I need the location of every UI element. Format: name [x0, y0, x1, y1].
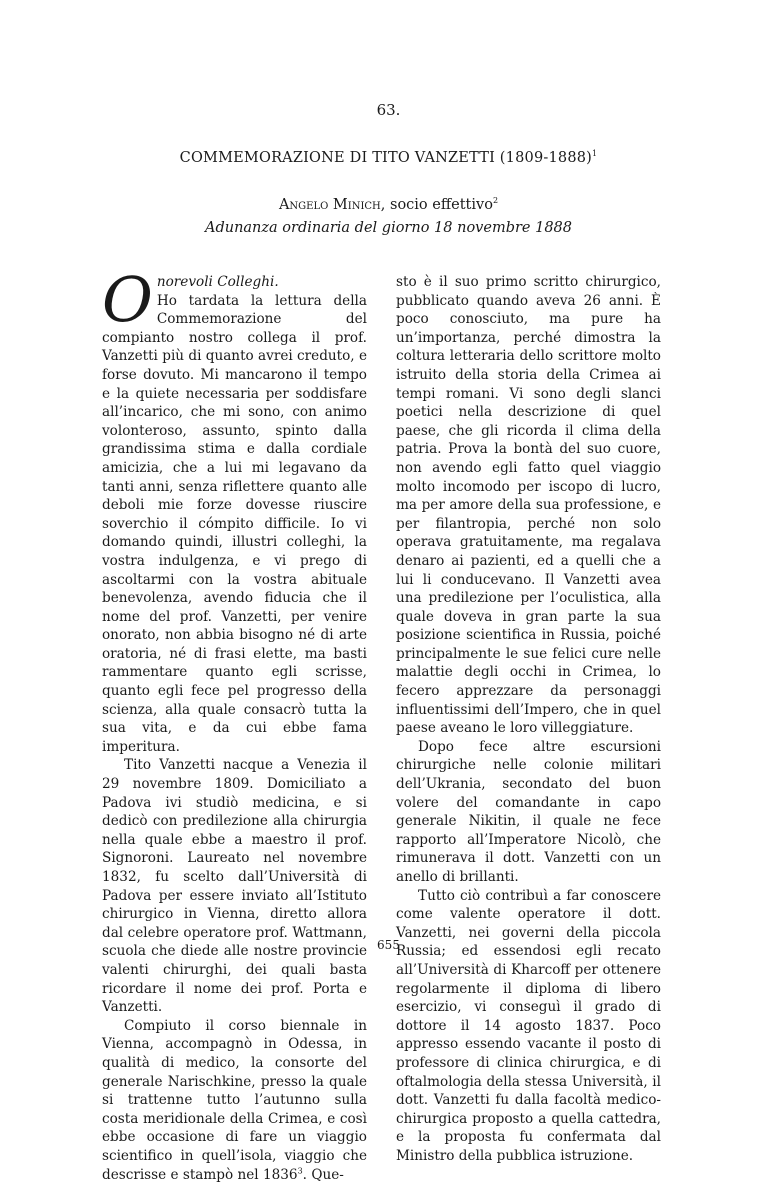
- paragraph: Tutto ciò contribuì a far conoscere come valente operatore il dott. Vanzetti, nei governi della piccola Russia; ed essendosi egli recato all’Università di Kharcoff per ottenere regolarmente il diploma di libero esercizio, vi conseguì il grado di dottore il 14 agosto 1837. Poco appresso essendo vacante il posto di professore di clinica chirurgica, e di oftalmologia della stessa Università, il dott. Vanzetti fu dalla facoltà medico-chirurgica proposto a quella cattedra, e la proposta fu confermata dal Ministro della pubblica istruzione.: [396, 887, 661, 1164]
- page-title: [0, 149, 777, 166]
- folio-page-number: 655: [377, 938, 400, 952]
- page-number: 63.: [376, 101, 401, 119]
- paragraph-text: Compiuto il corso biennale in Vienna, accompagnò in Odessa, in qualità di medico, la consorte del generale Narischkine, presso la quale si trattenne tutto l’autunno sulla costa meridionale della Crimea, e così ebbe occasione di fare un viaggio scientifico in quell’isola, viaggio che descrisse e stampò nel 1836: [102, 1017, 367, 1183]
- meeting-line: Adunanza ordinaria del giorno 18 novembre 1888: [204, 220, 573, 236]
- paragraph-text: Ho tardata la lettura della Commemorazione del compianto nostro collega il prof. Vanzetti più di quanto avrei creduto, e forse dovuto. Mi mancarono il tempo e la quiete necessaria per soddisfare all’incarico, che mi sono, con animo volonteroso, assunto, spinto dalla grandissima stima e dalla cordiale amicizia, che a lui mi legavano da tanti anni, senza riflettere quanto alle deboli mie forze dovesse riuscire soverchio il cómpito difficile. Io vi domando quindi, illustri colleghi, la vostra indulgenza, e vi prego di ascoltarmi con la vostra abituale benevolenza, avendo fiducia che il nome del prof. Vanzetti, per venire onorato, non abbia bisogno né di arte oratoria, né di frasi elette, ma basti rammentare quanto egli scrisse, quanto egli fece pel progresso della scienza, alla quale consacrò tutta la sua vita, e da cui ebbe fama imperitura.: [102, 292, 367, 755]
- salutation: norevoli Colleghi.: [156, 274, 279, 290]
- opening-paragraph: [102, 263, 367, 756]
- title-text: COMMEMORAZIONE DI TITO VANZETTI (1809-1888): [179, 149, 593, 166]
- footnote-marker: 3: [297, 1165, 303, 1175]
- paragraph: Tito Vanzetti nacque a Venezia il 29 novembre 1809. Domiciliato a Padova ivi studiò medicina, e si dedicò con predilezione alla chirurgia nella quale ebbe a maestro il prof. Signoroni. Laureato nel novembre 1832, fu scelto dall’Università di Padova per essere inviato all’Istituto chirurgico in Vienna, diretto allora dal celebre operatore prof. Wattmann, scuola che diede alle nostre provincie valenti chirurghi, dei quali basta ricordare il nome dei prof. Porta e Vanzetti.: [102, 757, 367, 1016]
- paragraph-text-end: . Que-: [302, 1166, 344, 1183]
- author-line: [0, 196, 777, 213]
- left-column: [102, 263, 367, 1184]
- author-footnote-marker: 2: [492, 196, 499, 205]
- title-footnote-marker: 1: [592, 149, 598, 158]
- paragraph: Dopo fece altre escursioni chirurgiche nelle colonie militari dell’Ukrania, secondato del buon volere del comandante in capo generale Nikitin, il quale ne fece rapporto all’Imperatore Nicolò, che rimunerava il dott. Vanzetti con un anello di brillanti.: [396, 738, 661, 885]
- right-column: [396, 273, 661, 1166]
- author-role: , socio effettivo: [380, 196, 493, 213]
- paragraph: [102, 1017, 367, 1184]
- paragraph: sto è il suo primo scritto chirurgico, pubblicato quando aveva 26 anni. È poco conosciuto, ma pure ha un’importanza, perché dimostra la coltura letteraria dello scrittore molto istruito della storia della Crimea ai tempi romani. Vi sono degli slanci poetici nella descrizione di quel paese, che gli ricorda il clima della patria. Prova la bontà del suo cuore, non avendo egli fatto quel viaggio molto incomodo per iscopo di lucro, ma per amore della sua professione, e per filantropia, perché non solo operava gratuitamente, ma regalava denaro ai pazienti, ed a quelli che a lui li conducevano. Il Vanzetti avea una predilezione per l’oculistica, alla quale doveva in gran parte la sua posizione scientifica in Russia, poiché principalmente le sue felici cure nelle malattie degli occhi in Crimea, lo fecero apprezzare da personaggi influentissimi dell’Impero, che in quel paese aveano le loro villeggiature.: [396, 274, 661, 737]
- author-name: Angelo Minich: [278, 196, 381, 213]
- drop-cap: O: [102, 263, 153, 336]
